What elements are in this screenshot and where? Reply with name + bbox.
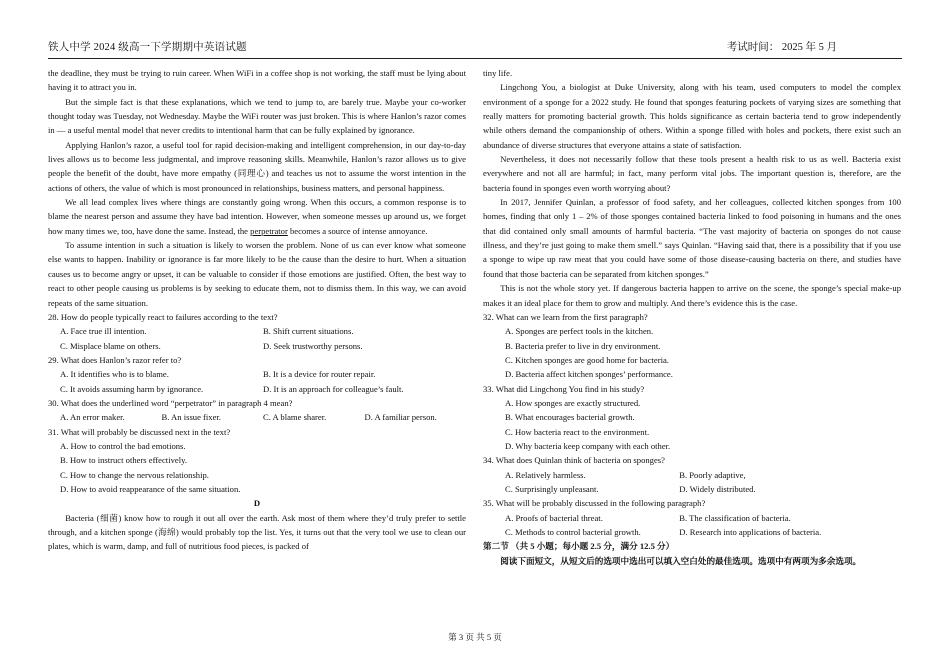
question-34 — [483, 453, 901, 496]
option-a: A. Relatively harmless. — [505, 469, 586, 480]
option-b: B. What encourages bacterial growth. — [505, 412, 635, 423]
option-a: A. An error maker. — [60, 412, 125, 423]
question-stem: 33. What did Lingchong You find in his study? — [483, 383, 645, 394]
option-c: C. How bacteria react to the environment. — [505, 426, 650, 437]
option-d: D. Seek trustworthy persons. — [263, 340, 363, 351]
option-c: C. Misplace blame on others. — [60, 340, 161, 351]
exam-date: 考试时间： 2025 年 5 月 — [726, 42, 837, 53]
passage-paragraph: Nevertheless, it does not necessarily follow that these tools present a health risk to us as well. Bacteria exist everywhere and not all are harmful; in fact, many perform vital jobs. The important question is, therefore, are the bacteria found in sponges even worth worrying about? — [483, 154, 901, 193]
option-c: C. Kitchen sponges are good home for bacteria. — [505, 354, 669, 365]
passage-paragraph: Applying Hanlon’s razor, a useful tool for rapid decision-making and intelligent comprehension, in our day-to-day lives allows us to become less judgmental, and improve reasoning skills. Meanwhile, Hanlon’s razor allows us to give people the benefit of the doubt, have more empathy (同理心) and teaches us not to assume the worst intention in the actions of others, the value of which is most pronounced in relationships, business matters, and personal happiness. — [48, 139, 466, 193]
question-stem: 28. How do people typically react to failures according to the text? — [48, 311, 278, 322]
option-d: D. How to avoid reappearance of the same situation. — [60, 483, 241, 494]
option-a: A. How to control the bad emotions. — [60, 440, 186, 451]
question-stem: 29. What does Hanlon’s razor refer to? — [48, 354, 182, 365]
passage-paragraph: tiny life. — [483, 68, 513, 78]
left-column — [48, 66, 466, 554]
right-column — [483, 66, 901, 568]
passage-paragraph: the deadline, they must be trying to ruin career. When WiFi in a coffee shop is not working, the staff must be lying about having it to attract you in. — [48, 68, 466, 93]
question-32 — [483, 310, 901, 382]
option-b: B. Shift current situations. — [263, 326, 354, 337]
question-stem: 30. What does the underlined word “perpetrator” in paragraph 4 mean? — [48, 397, 293, 408]
question-31 — [48, 425, 466, 497]
option-c: C. It avoids assuming harm by ignorance. — [60, 383, 204, 394]
question-options — [48, 367, 466, 396]
option-d: D. A familiar person. — [364, 412, 437, 423]
option-a: A. It identifies who is to blame. — [60, 369, 169, 380]
option-d: D. Bacteria affect kitchen sponges’ performance. — [505, 369, 673, 380]
passage-paragraph: Bacteria (细菌) know how to rough it out all over the earth. Ask most of them where they’d truly prefer to settle through, and a kitchen sponge (海绵) would probably top the list. Yes, it turns out that the very tool we use to clean our plates, which is warm, damp, and full of nutritious food pieces, is packed of — [48, 512, 466, 552]
question-stem: 31. What will probably be discussed next in the text? — [48, 426, 231, 437]
underlined-word: perpetrator — [250, 225, 288, 236]
question-options — [483, 468, 901, 497]
question-28 — [48, 310, 466, 353]
option-d: D. Research into applications of bacteria. — [679, 527, 822, 537]
question-options — [483, 511, 901, 540]
passage-paragraph: In 2017, Jennifer Quinlan, a professor of food safety, and her colleagues, collected kitchen sponges from 100 homes, finding that only 1 – 2% of those sponges contained bacteria linked to food poisoning in humans and the ones that did contained only small amounts of harmful bacteria. “The vast majority of bacteria on sponges do not cause illness, and they’re just going to make them smell.” says Quinlan. “Having said that, there is a possibility that if you use a sponge to wipe up raw meat that you could have some of those disease-causing bacteria on there, and studies have found that those bacteria can be separated from kitchen sponges.” — [483, 197, 901, 279]
option-c: C. Surprisingly unpleasant. — [505, 483, 599, 494]
option-c: C. A blame sharer. — [263, 412, 327, 423]
passage-paragraph: Lingchong You, a biologist at Duke University, along with his team, used computers to model the complex environment of a sponge for a 2022 study. He found that sponges featuring pockets of varying sizes are something that really matters for promoting bacterial growth. This holds significance as certain bacteria tend to grow independently while others demand the companionship of others. Within a sponge filled with holes and pockets, there exist such an abundance of diverse structures that everyone attains a state of satisfaction. — [483, 82, 901, 150]
option-d: D. It is an approach for colleague’s fault. — [263, 383, 404, 394]
option-b: B. It is a device for router repair. — [263, 369, 376, 380]
section-two-instruction: 阅读下面短文，从短文后的选项中选出可以填入空白处的最佳选项。选项中有两项为多余选项。 — [500, 555, 862, 566]
page-number: 第 3 页 共 5 页 — [448, 632, 502, 642]
option-b: B. Bacteria prefer to live in dry environment. — [505, 340, 661, 351]
passage-paragraph: To assume intention in such a situation is likely to worsen the problem. None of us can ever know what someone else wants to happen. Inability or ignorance is far more likely to be the cause than the desire to hurt. When a situation causes us to become angry or upset, it can be valuable to consider if those emotions are justified. Often, the best way to react to other people causing us problems is by seeking to educate them, not to dismiss them. In this way, we can avoid repeats of the same situation. — [48, 240, 466, 308]
exam-title: 铁人中学 2024 级高一下学期期中英语试题 — [48, 42, 247, 53]
question-30 — [48, 396, 466, 425]
question-options — [483, 324, 901, 381]
option-d: D. Why bacteria keep company with each other. — [505, 440, 671, 451]
section-two-heading: 第二节 （共 5 小题；每小题 2.5 分，满分 12.5 分） — [483, 541, 675, 552]
option-b: B. The classification of bacteria. — [679, 512, 791, 523]
option-b: B. An issue fixer. — [161, 412, 221, 423]
question-stem: 32. What can we learn from the first paragraph? — [483, 311, 648, 322]
question-options — [483, 396, 901, 453]
passage-paragraph — [48, 195, 466, 238]
question-35 — [483, 496, 901, 539]
passage-paragraph: This is not the whole story yet. If dangerous bacteria happen to arrive on the scene, the sponge’s special make-up makes it an ideal place for them to grow and multiply. And there’s evidence this is the case. — [483, 283, 901, 308]
section-heading-d: D — [253, 498, 261, 509]
paragraph-text: becomes a source of intense annoyance. — [287, 225, 428, 236]
option-a: A. Face true ill intention. — [60, 326, 147, 337]
passage-paragraph: But the simple fact is that these explanations, which we tend to jump to, are barely true. Maybe your co-worker thought today was Tuesday, not Wednesday. Maybe the WiFi router was just broken. This is where Hanlon’s razor comes in — a useful mental model that never credits to intentional harm that can be fully explained by ignorance. — [48, 96, 466, 136]
option-c: C. How to change the nervous relationship. — [60, 469, 209, 480]
question-29 — [48, 353, 466, 396]
question-options — [48, 439, 466, 496]
option-b: B. Poorly adaptive, — [679, 469, 746, 480]
question-33 — [483, 382, 901, 454]
option-a: A. Proofs of bacterial threat. — [505, 512, 603, 523]
option-b: B. How to instruct others effectively. — [60, 455, 187, 466]
question-options — [48, 410, 466, 424]
question-stem: 35. What will be probably discussed in the following paragraph? — [483, 498, 706, 509]
option-d: D. Widely distributed. — [679, 483, 756, 494]
question-stem: 34. What does Quinlan think of bacteria on sponges? — [483, 455, 665, 466]
header-divider — [48, 58, 902, 59]
option-c: C. Methods to control bacterial growth. — [505, 527, 641, 537]
paragraph-text: We all lead complex lives where things are constantly going wrong. When this occurs, a common response is to blame the nearest person and assume they have bad intention. However, when someone messes up around us, we forget how many times we, too, have done the same. Instead, the — [48, 197, 466, 236]
question-options — [48, 324, 466, 353]
option-a: A. Sponges are perfect tools in the kitchen. — [505, 326, 654, 337]
option-a: A. How sponges are exactly structured. — [505, 397, 641, 408]
